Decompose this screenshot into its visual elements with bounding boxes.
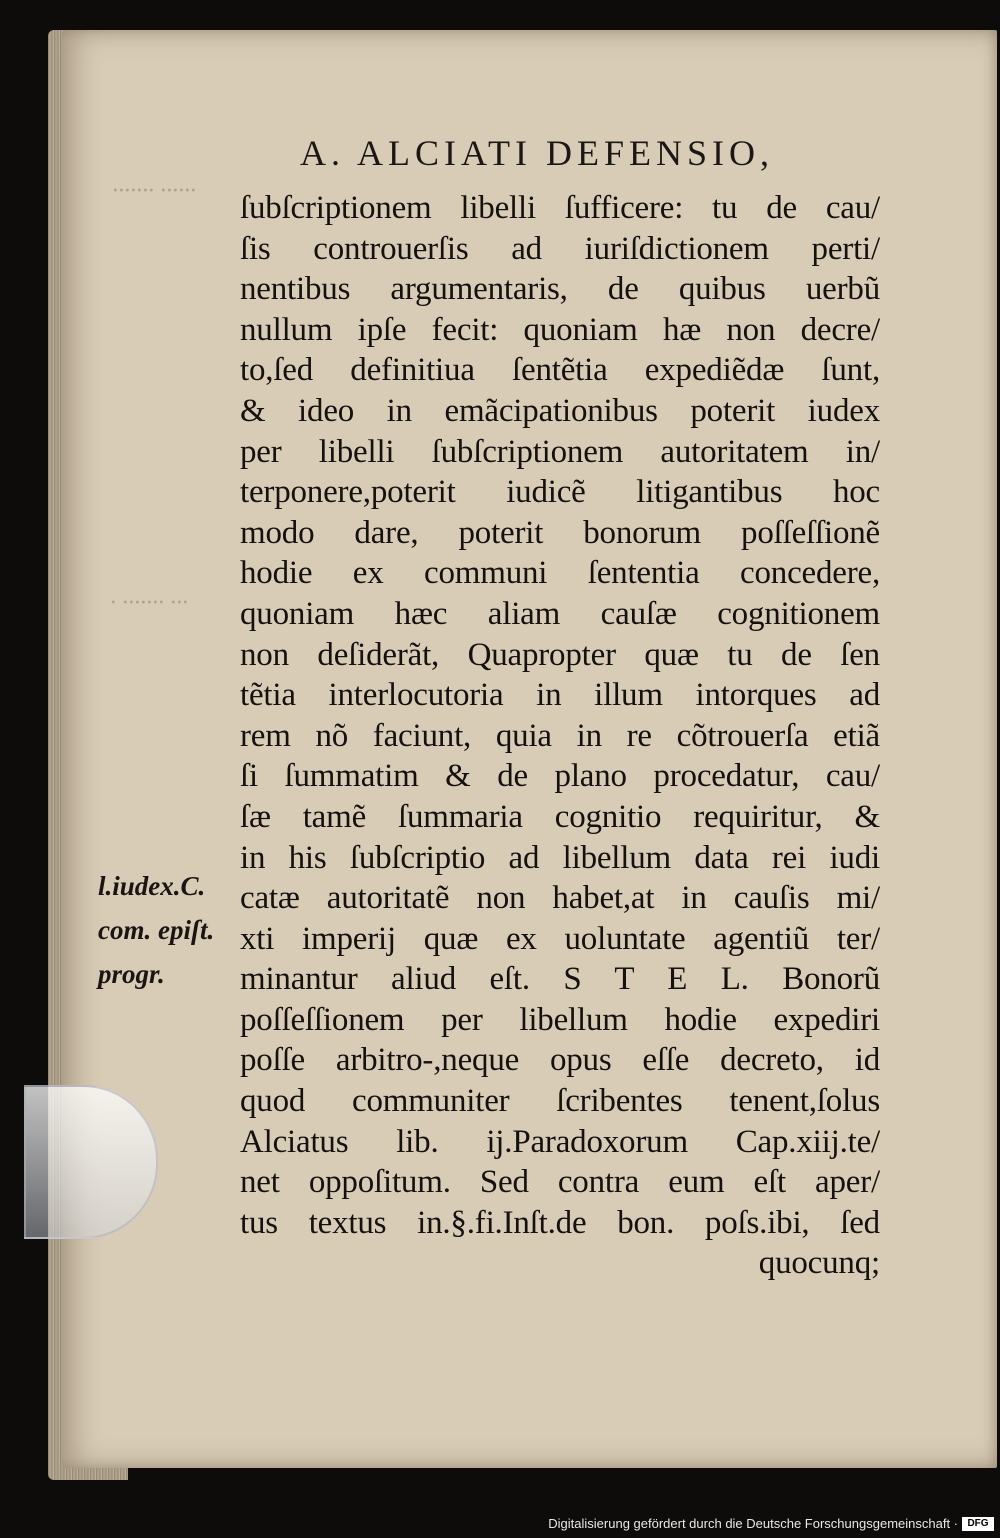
text-line: tus textus in.§.fi.Inſt.de bon. poſs.ibi, ſed	[240, 1204, 880, 1241]
text-line: rem nõ faciunt, quia in re cõtrouerſa etiã	[240, 717, 880, 754]
margin-note-line: progr.	[98, 959, 165, 989]
text-line: quoniam hæc aliam cauſæ cognitionem	[240, 595, 880, 632]
text-line: ſubſcriptionem libelli ſufficere: tu de cau/	[240, 190, 880, 226]
text-line: non deſiderãt, Quapropter quæ tu de ſen	[240, 636, 880, 673]
body-text	[240, 188, 880, 1284]
text-line: catæ autoritatẽ non habet,at in cauſis mi/	[240, 880, 880, 917]
text-line: ſi ſummatim & de plano procedatur, cau/	[240, 758, 880, 795]
text-line: quod communiter ſcribentes tenent,ſolus	[240, 1083, 880, 1120]
text-line: tẽtia interlocutoria in illum intorques ad	[240, 677, 880, 714]
running-head: A. ALCIATI DEFENSIO,	[300, 133, 774, 173]
text-line: to,ſed definitiua ſentẽtia expediẽdæ ſunt,	[240, 352, 880, 389]
footer-bar	[0, 1512, 1000, 1538]
margin-note-line: l.iudex.C.	[98, 871, 206, 901]
text-line: in his ſubſcriptio ad libellum data rei iudi	[240, 839, 880, 876]
funding-credit: Digitalisierung gefördert durch die Deutsche Forschungsgemeinschaft ·	[548, 1516, 958, 1531]
text-line: nullum ipſe fecit: quoniam hæ non decre/	[240, 311, 880, 348]
text-line: ſis controuerſis ad iuriſdictionem perti/	[240, 230, 880, 267]
text-line: hodie ex communi ſententia concedere,	[240, 555, 880, 592]
catchword: quocunq;	[758, 1245, 880, 1282]
text-line: & ideo in emãcipationibus poterit iudex	[240, 392, 880, 429]
text-line: modo dare, poterit bonorum poſſeſſionẽ	[240, 514, 880, 551]
text-line: nentibus argumentaris, de quibus uerbũ	[240, 271, 880, 308]
dfg-logo: DFG	[962, 1517, 994, 1531]
text-line: poſſeſſionem per libellum hodie expediri	[240, 1001, 880, 1038]
text-line: Alciatus lib. ij.Paradoxorum Cap.xiij.te/	[240, 1123, 880, 1160]
text-line: terponere,poterit iudicẽ litigantibus hoc	[240, 474, 880, 511]
text-line: xti imperij quæ ex uoluntate agentiũ ter/	[240, 920, 880, 957]
bleed-through-text: · ······· ···	[110, 590, 188, 616]
text-line: net oppoſitum. Sed contra eum eſt aper/	[240, 1164, 880, 1201]
bleed-through-text: ······· ······	[112, 178, 196, 204]
text-line: ſæ tamẽ ſummaria cognitio requiritur, &	[240, 798, 880, 835]
text-line: poſſe arbitro‑,neque opus eſſe decreto, id	[240, 1042, 880, 1079]
text-line: per libelli ſubſcriptionem autoritatem in/	[240, 433, 880, 470]
margin-note	[98, 864, 238, 996]
text-line: minantur aliud eſt. S T E L. Bonorũ	[240, 961, 880, 998]
margin-note-line: com. epiſt.	[98, 915, 215, 945]
